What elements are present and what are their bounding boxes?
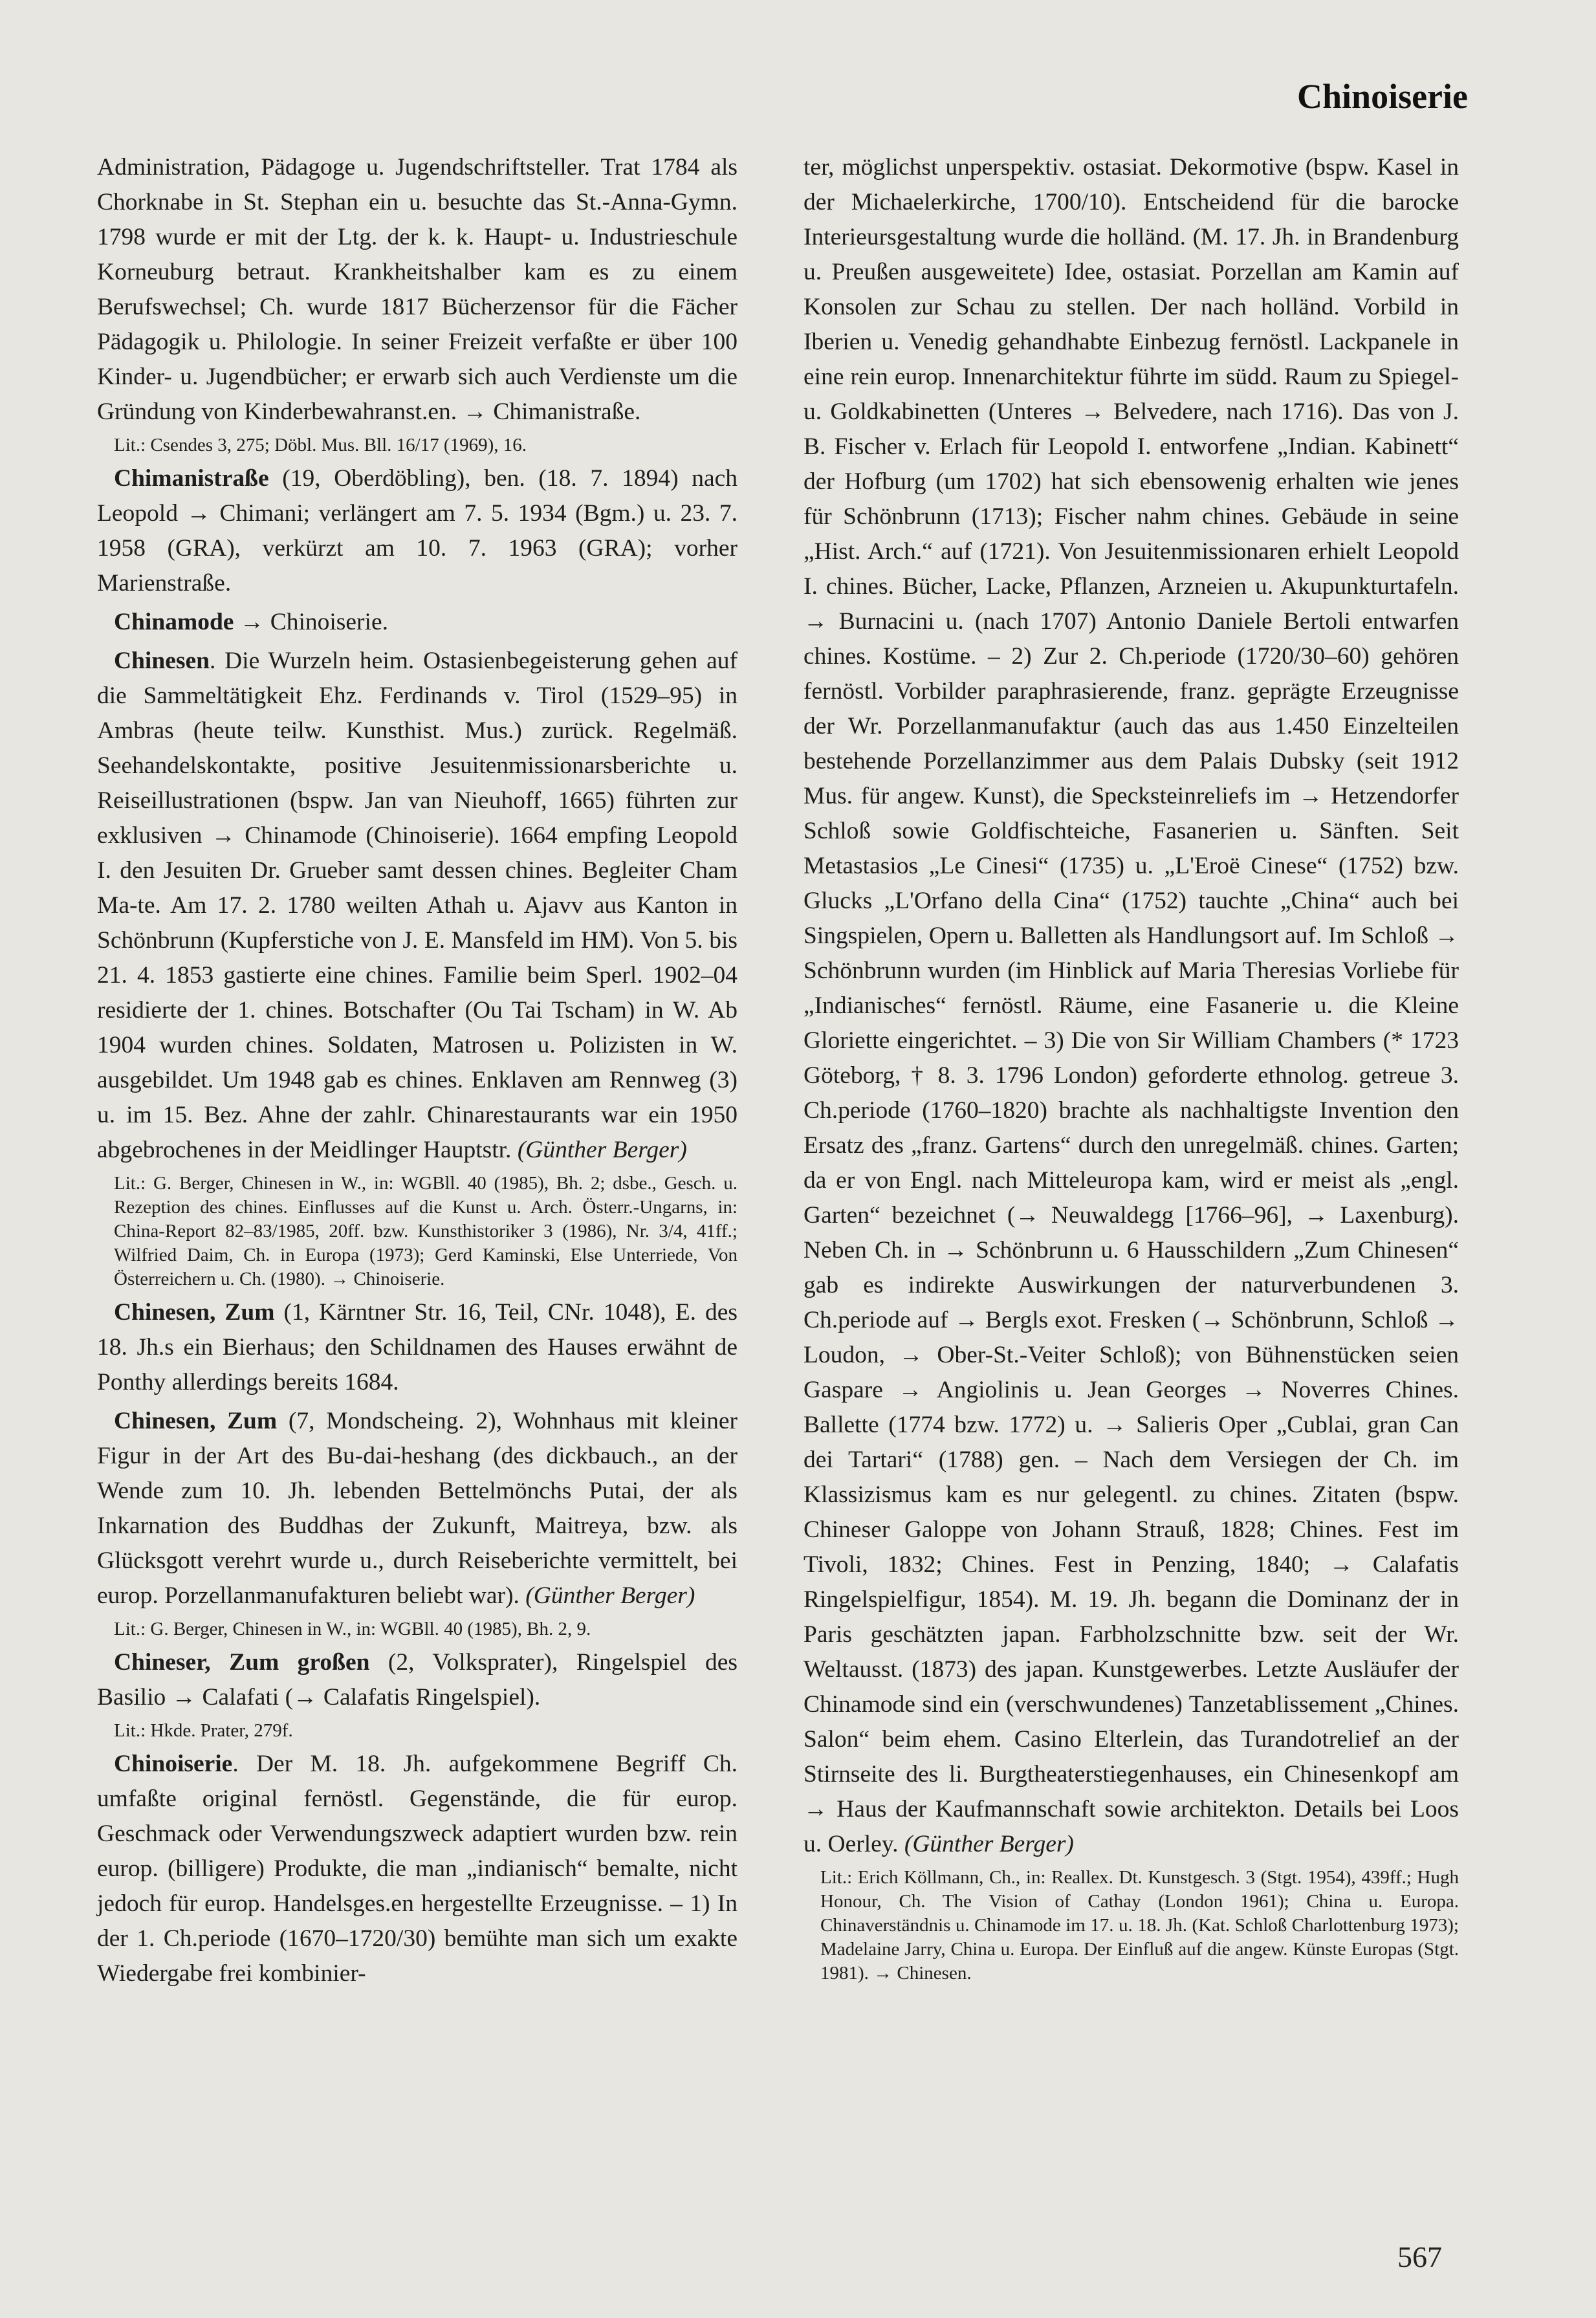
literature: Lit.: Erich Köllmann, Ch., in: Reallex. Dt. Kunstgesch. 3 (Stgt. 1954), 439ff.; Hugh Honour, Ch. The Vision of Cathay (London 1961); China u. Europa. Chinaverständnis u. Chinamode im 17. u. 18. Jh. (Kat. Schloß Charlottenburg 1973); Madelaine Jarry, China u. Europa. Der Einfluß auf die angew. Künste Europas (Stgt. 1981). → Chinesen. — [820, 1867, 1459, 1984]
author-signature: (Günther Berger) — [517, 1137, 687, 1163]
entry-body — [97, 1747, 738, 1991]
entry-text: Administration, Pädagoge u. Jugendschriftsteller. Trat 1784 als Chorknabe in St. Stephan ein u. besuchte das St.-Anna-Gymn. 1798 wurde er mit der Ltg. der k. k. Haupt- u. Industrieschule Korneuburg betraut. Krankheitshalber kam es zu einem Berufswechsel; Ch. wurde 1817 Bücherzensor für die Fächer Pädagogik u. Philologie. In seiner Freizeit verfaßte er über 100 Kinder- u. Jugendbücher; er erwarb sich auch Verdienste um die Gründung von Kinderbewahranst.en. → Chimanistraße. — [97, 154, 738, 425]
lemma: Chinesen, Zum — [114, 1299, 275, 1326]
entry-body — [97, 605, 738, 640]
entry-text: → Chinoiserie. — [234, 609, 388, 635]
entry-body — [97, 461, 738, 601]
entry-body — [97, 644, 738, 1168]
entry-body — [97, 1645, 738, 1715]
literature: Lit.: Csendes 3, 275; Döbl. Mus. Bll. 16/17 (1969), 16. — [114, 435, 527, 455]
entry — [97, 1404, 738, 1641]
literature: Lit.: G. Berger, Chinesen in W., in: WGBll. 40 (1985), Bh. 2, 9. — [114, 1619, 591, 1639]
lemma: Chineser, Zum großen — [114, 1649, 370, 1676]
entry-body — [803, 150, 1459, 1862]
entry — [97, 1295, 738, 1400]
lemma: Chinoiserie — [114, 1751, 233, 1777]
lemma: Chimanistraße — [114, 465, 269, 492]
entry-text: . Der M. 18. Jh. aufgekommene Begriff Ch. umfaßte original fernöstl. Gegenstände, die für europ. Geschmack oder Verwendungszweck adaptiert wurden bzw. rein europ. (billigere) Produkte, die man „indianisch“ bemalte, nicht jedoch für europ. Handelsges.en hergestellte Erzeugnisse. – 1) In der 1. Ch.periode (1670–1720/30) bemühte man sich um exakte Wiedergabe frei kombinier- — [97, 1751, 738, 1987]
literature: Lit.: G. Berger, Chinesen in W., in: WGBll. 40 (1985), Bh. 2; dsbe., Gesch. u. Rezeption des chines. Einflusses auf die Kunst u. Arch. Österr.-Ungarns, in: China-Report 82–83/1985, 20ff. bzw. Kunsthistoriker 3 (1986), Nr. 3/4, 41ff.; Wilfried Daim, Ch. in Europa (1973); Gerd Kaminski, Else Unterriede, Von Österreichern u. Ch. (1980). → Chinoiserie. — [114, 1173, 738, 1289]
entry — [97, 1645, 738, 1743]
entry-text: (2, Volksprater), Ringelspiel des Basilio → Calafati (→ Calafatis Ringelspiel). — [97, 1649, 738, 1711]
lemma: Chinesen — [114, 648, 210, 674]
running-head: Chinoiserie — [1297, 77, 1468, 116]
page-number: 567 — [1397, 2240, 1442, 2273]
author-signature: (Günther Berger) — [525, 1582, 695, 1609]
lemma: Chinesen, Zum — [114, 1408, 278, 1434]
entry-text: ter, möglichst unperspektiv. ostasiat. Dekormotive (bspw. Kasel in der Michaelerkirche, 1700/10). Entscheidend für die barocke Interieursgestaltung wurde die holländ. (M. 17. Jh. in Brandenburg u. Preußen ausgeweitete) Idee, ostasiat. Porzellan am Kamin auf Konsolen zur Schau zu stellen. Der nach holländ. Vorbild in Iberien u. Venedig gehandhabte Einbezug fernöstl. Lackpanele in eine rein europ. Innenarchitektur führte im südd. Raum zu Spiegel- u. Goldkabinetten (Unteres → Belvedere, nach 1716). Das von J. B. Fischer v. Erlach für Leopold I. entworfene „Indian. Kabinett“ der Hofburg (um 1702) hat sich ebensowenig erhalten wie jenes für Schönbrunn (1713); Fischer nahm chines. Gebäude in seine „Hist. Arch.“ auf (1721). Von Jesuitenmissionaren erhielt Leopold I. chines. Bücher, Lacke, Pflanzen, Arzneien u. Akupunkturtafeln. → Burnacini u. (nach 1707) Antonio Daniele Bertoli entwarfen chines. Kostüme. – 2) Zur 2. Ch.periode (1720/30–60) gehören fernöstl. Vorbilder paraphrasierende, franz. geprägte Erzeugnisse der Wr. Porzellanmanufaktur (auch das aus 1.450 Einzelteilen bestehende Porzellanzimmer aus dem Palais Dubsky (seit 1912 Mus. für angew. Kunst), die Specksteinreliefs im → Hetzendorfer Schloß sowie Goldfischteiche, Fasanerien u. Sänften. Seit Metastasios „Le Cinesi“ (1735) u. „L'Eroë Cinese“ (1752) bzw. Glucks „L'Orfano della Cina“ (1752) tauchte „China“ auch bei Singspielen, Opern u. Balletten als Handlungsort auf. Im Schloß → Schönbrunn wurden (im Hinblick auf Maria Theresias Vorliebe für „Indianisches“ fernöstl. Räume, eine Fasanerie u. die Kleine Gloriette eingerichtet. – 3) Die von Sir William Chambers (* 1723 Göteborg, † 8. 3. 1796 London) geforderte ethnolog. getreue 3. Ch.periode (1760–1820) brachte als nachhaltigste Invention den Ersatz des „franz. Gartens“ durch den unregelmäß. chines. Garten; da er von Engl. nach Mitteleuropa kam, wird er meist als „engl. Garten“ bezeichnet (→ Neuwaldegg [1766–96], → Laxenburg). Neben Ch. in → Schönbrunn u. 6 Hausschildern „Zum Chinesen“ gab es indirekte Auswirkungen der naturverbundenen 3. Ch.periode auf → Bergls exot. Fresken (→ Schönbrunn, Schloß → Loudon, → Ober-St.-Veiter Schloß); von Bühnenstücken seien Gaspare → Angiolinis u. Jean Georges → Noverres Chines. Ballette (1774 bzw. 1772) u. → Salieris Oper „Cublai, gran Can dei Tartari“ (1788) gen. – Nach dem Versiegen der Ch. im Klassizismus kam es nur gelegentl. zu chines. Zitaten (bspw. Chineser Galoppe von Johann Strauß, 1828; Chines. Fest im Tivoli, 1832; Chines. Fest in Penzing, 1840; → Calafatis Ringelspielfigur, 1854). M. 19. Jh. begann die Dominanz der in Paris geschätzten japan. Farbholzschnitte bzw. seit der Wr. Weltausst. (1873) des japan. Kunstgewerbes. Letzte Ausläufer der Chinamode sind ein (verschwundenes) Tanzetablissement „Chines. Salon“ beim ehem. Casino Elterlein, das Turandotrelief an der Stirnseite des li. Burgtheaterstiegenhauses, ein Chinesenkopf am → Haus der Kaufmannschaft sowie architekton. Details bei Loos u. Oerley. — [803, 154, 1459, 1857]
author-signature: (Günther Berger) — [904, 1831, 1074, 1857]
literature: Lit.: Hkde. Prater, 279f. — [114, 1720, 293, 1741]
entry — [97, 1747, 738, 1991]
entry-body — [97, 1295, 738, 1400]
entry-text: (7, Mondscheing. 2), Wohnhaus mit kleiner Figur in der Art des Bu-dai-heshang (des dickbauch., an der Wende zum 10. Jh. lebenden Bettelmönchs Putai, der als Inkarnation des Buddhas der Zukunft, Maitreya, bzw. als Glücksgott verehrt wurde u., durch Reiseberichte vermittelt, bei europ. Porzellanmanufakturen beliebt war). — [97, 1408, 738, 1609]
right-column — [803, 150, 1459, 1989]
entry-text: (1, Kärntner Str. 16, Teil, CNr. 1048), E. des 18. Jh.s ein Bierhaus; den Schildnamen des Hauses erwähnt de Ponthy allerdings bereits 1684. — [97, 1299, 738, 1395]
entry-text: (19, Oberdöbling), ben. (18. 7. 1894) nach Leopold → Chimani; verlängert am 7. 5. 1934 (Bgm.) u. 23. 7. 1958 (GRA), verkürzt am 10. 7. 1963 (GRA); vorher Marienstraße. — [97, 465, 738, 596]
entry — [97, 461, 738, 601]
entry-text: . Die Wurzeln heim. Ostasienbegeisterung gehen auf die Sammeltätigkeit Ehz. Ferdinands v. Tirol (1529–95) in Ambras (heute teilw. Kunsthist. Mus.) zurück. Regelmäß. Seehandelskontakte, positive Jesuitenmissionarsberichte u. Reiseillustrationen (bspw. Jan van Nieuhoff, 1665) führten zur exklusiven → Chinamode (Chinoiserie). 1664 empfing Leopold I. den Jesuiten Dr. Grueber samt dessen chines. Begleiter Cham Ma-te. Am 17. 2. 1780 weilten Athah u. Ajavv aus Kanton in Schönbrunn (Kupferstiche von J. E. Mansfeld im HM). Von 5. bis 21. 4. 1853 gastierte eine chines. Familie beim Sperl. 1902–04 residierte der 1. chines. Botschafter (Ou Tai Tscham) in W. Ab 1904 wurden chines. Soldaten, Matrosen u. Polizisten in W. ausgebildet. Um 1948 gab es chines. Enklaven am Rennweg (3) u. im 15. Bez. Ahne der zahlr. Chinarestaurants war ein 1950 abgebrochenes in der Meidlinger Hauptstr. — [97, 648, 738, 1163]
entry-body — [97, 1404, 738, 1613]
entry — [97, 605, 738, 640]
left-column — [97, 150, 738, 1995]
entry — [803, 150, 1459, 1985]
lemma: Chinamode — [114, 609, 234, 635]
entry — [97, 150, 738, 457]
entry — [97, 644, 738, 1291]
entry-body — [97, 150, 738, 430]
